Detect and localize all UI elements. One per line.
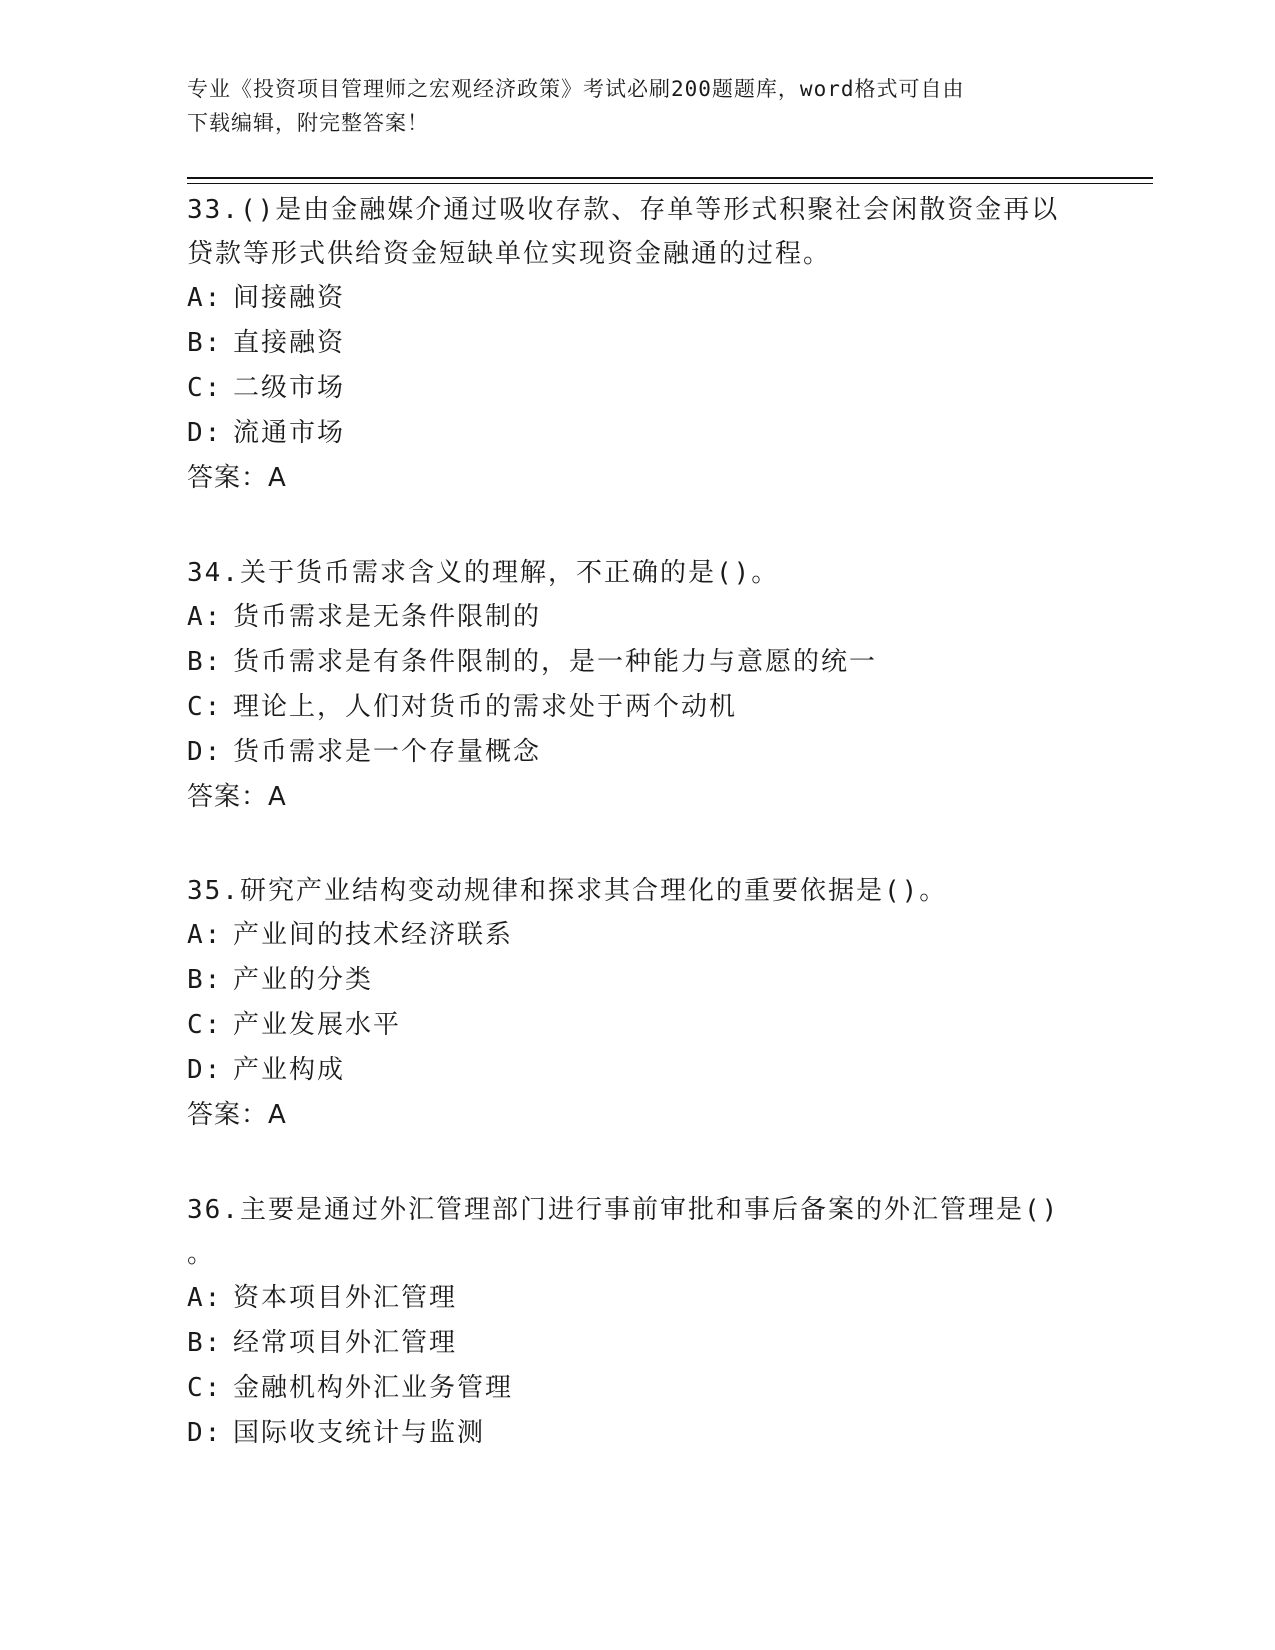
- header-line-2: 下载编辑，附完整答案！: [187, 111, 429, 135]
- option-d: [187, 411, 1087, 456]
- option-text: 流通市场: [233, 418, 346, 448]
- option-a: [187, 595, 1087, 640]
- option-letter: C:: [187, 373, 223, 403]
- option-letter: C:: [187, 692, 223, 722]
- option-letter: B:: [187, 647, 223, 677]
- option-letter: C:: [187, 1373, 223, 1403]
- option-b: [187, 1321, 1087, 1366]
- option-b: [187, 958, 1087, 1003]
- option-letter: B:: [187, 328, 223, 358]
- option-d: [187, 1048, 1087, 1093]
- option-text: 产业间的技术经济联系: [233, 920, 514, 950]
- option-text: 国际收支统计与监测: [233, 1418, 486, 1448]
- option-c: [187, 1003, 1087, 1048]
- answer-line: 答案：A: [187, 463, 287, 493]
- option-letter: B:: [187, 965, 223, 995]
- option-text: 产业发展水平: [233, 1010, 402, 1040]
- option-letter: B:: [187, 1328, 223, 1358]
- option-letter: D:: [187, 418, 223, 448]
- option-text: 资本项目外汇管理: [233, 1283, 458, 1313]
- option-text: 金融机构外汇业务管理: [233, 1373, 514, 1403]
- answer-line: 答案：A: [187, 1100, 287, 1130]
- option-text: 二级市场: [233, 373, 346, 403]
- document-header: [187, 72, 1067, 140]
- option-text: 产业构成: [233, 1055, 346, 1085]
- option-text: 货币需求是有条件限制的，是一种能力与意愿的统一: [233, 647, 878, 677]
- option-d: [187, 730, 1087, 775]
- option-a: [187, 1276, 1087, 1321]
- header-divider-thin: [187, 183, 1153, 184]
- option-text: 经常项目外汇管理: [233, 1328, 458, 1358]
- question-stem-line: 33.()是由金融媒介通过吸收存款、存单等形式积聚社会闲散资金再以: [187, 195, 1060, 225]
- question-stem-line: 。: [187, 1239, 216, 1269]
- option-letter: A:: [187, 920, 223, 950]
- question-33: [187, 188, 1087, 501]
- option-text: 间接融资: [233, 283, 346, 313]
- option-letter: D:: [187, 1055, 223, 1085]
- option-text: 货币需求是一个存量概念: [233, 737, 542, 767]
- option-c: [187, 685, 1087, 730]
- option-letter: D:: [187, 737, 223, 767]
- option-letter: A:: [187, 602, 223, 632]
- option-c: [187, 1366, 1087, 1411]
- answer-line: 答案：A: [187, 782, 287, 812]
- question-34: [187, 551, 1087, 820]
- option-text: 产业的分类: [233, 965, 374, 995]
- question-stem-line: 34.关于货币需求含义的理解，不正确的是()。: [187, 558, 780, 588]
- header-divider-thick: [187, 177, 1153, 179]
- option-text: 直接融资: [233, 328, 346, 358]
- option-letter: D:: [187, 1418, 223, 1448]
- option-letter: A:: [187, 283, 223, 313]
- question-35: [187, 869, 1087, 1138]
- option-letter: C:: [187, 1010, 223, 1040]
- option-text: 理论上，人们对货币的需求处于两个动机: [233, 692, 738, 722]
- question-stem-line: 35.研究产业结构变动规律和探求其合理化的重要依据是()。: [187, 876, 948, 906]
- option-b: [187, 321, 1087, 366]
- option-c: [187, 366, 1087, 411]
- question-36: [187, 1188, 1087, 1456]
- option-d: [187, 1411, 1087, 1456]
- option-letter: A:: [187, 1283, 223, 1313]
- option-text: 货币需求是无条件限制的: [233, 602, 542, 632]
- option-a: [187, 913, 1087, 958]
- header-line-1: 专业《投资项目管理师之宏观经济政策》考试必刷200题题库，word格式可自由: [187, 77, 965, 101]
- question-stem-line: 36.主要是通过外汇管理部门进行事前审批和事后备案的外汇管理是(): [187, 1195, 1060, 1225]
- option-a: [187, 276, 1087, 321]
- option-b: [187, 640, 1087, 685]
- question-stem-line: 贷款等形式供给资金短缺单位实现资金融通的过程。: [187, 239, 832, 269]
